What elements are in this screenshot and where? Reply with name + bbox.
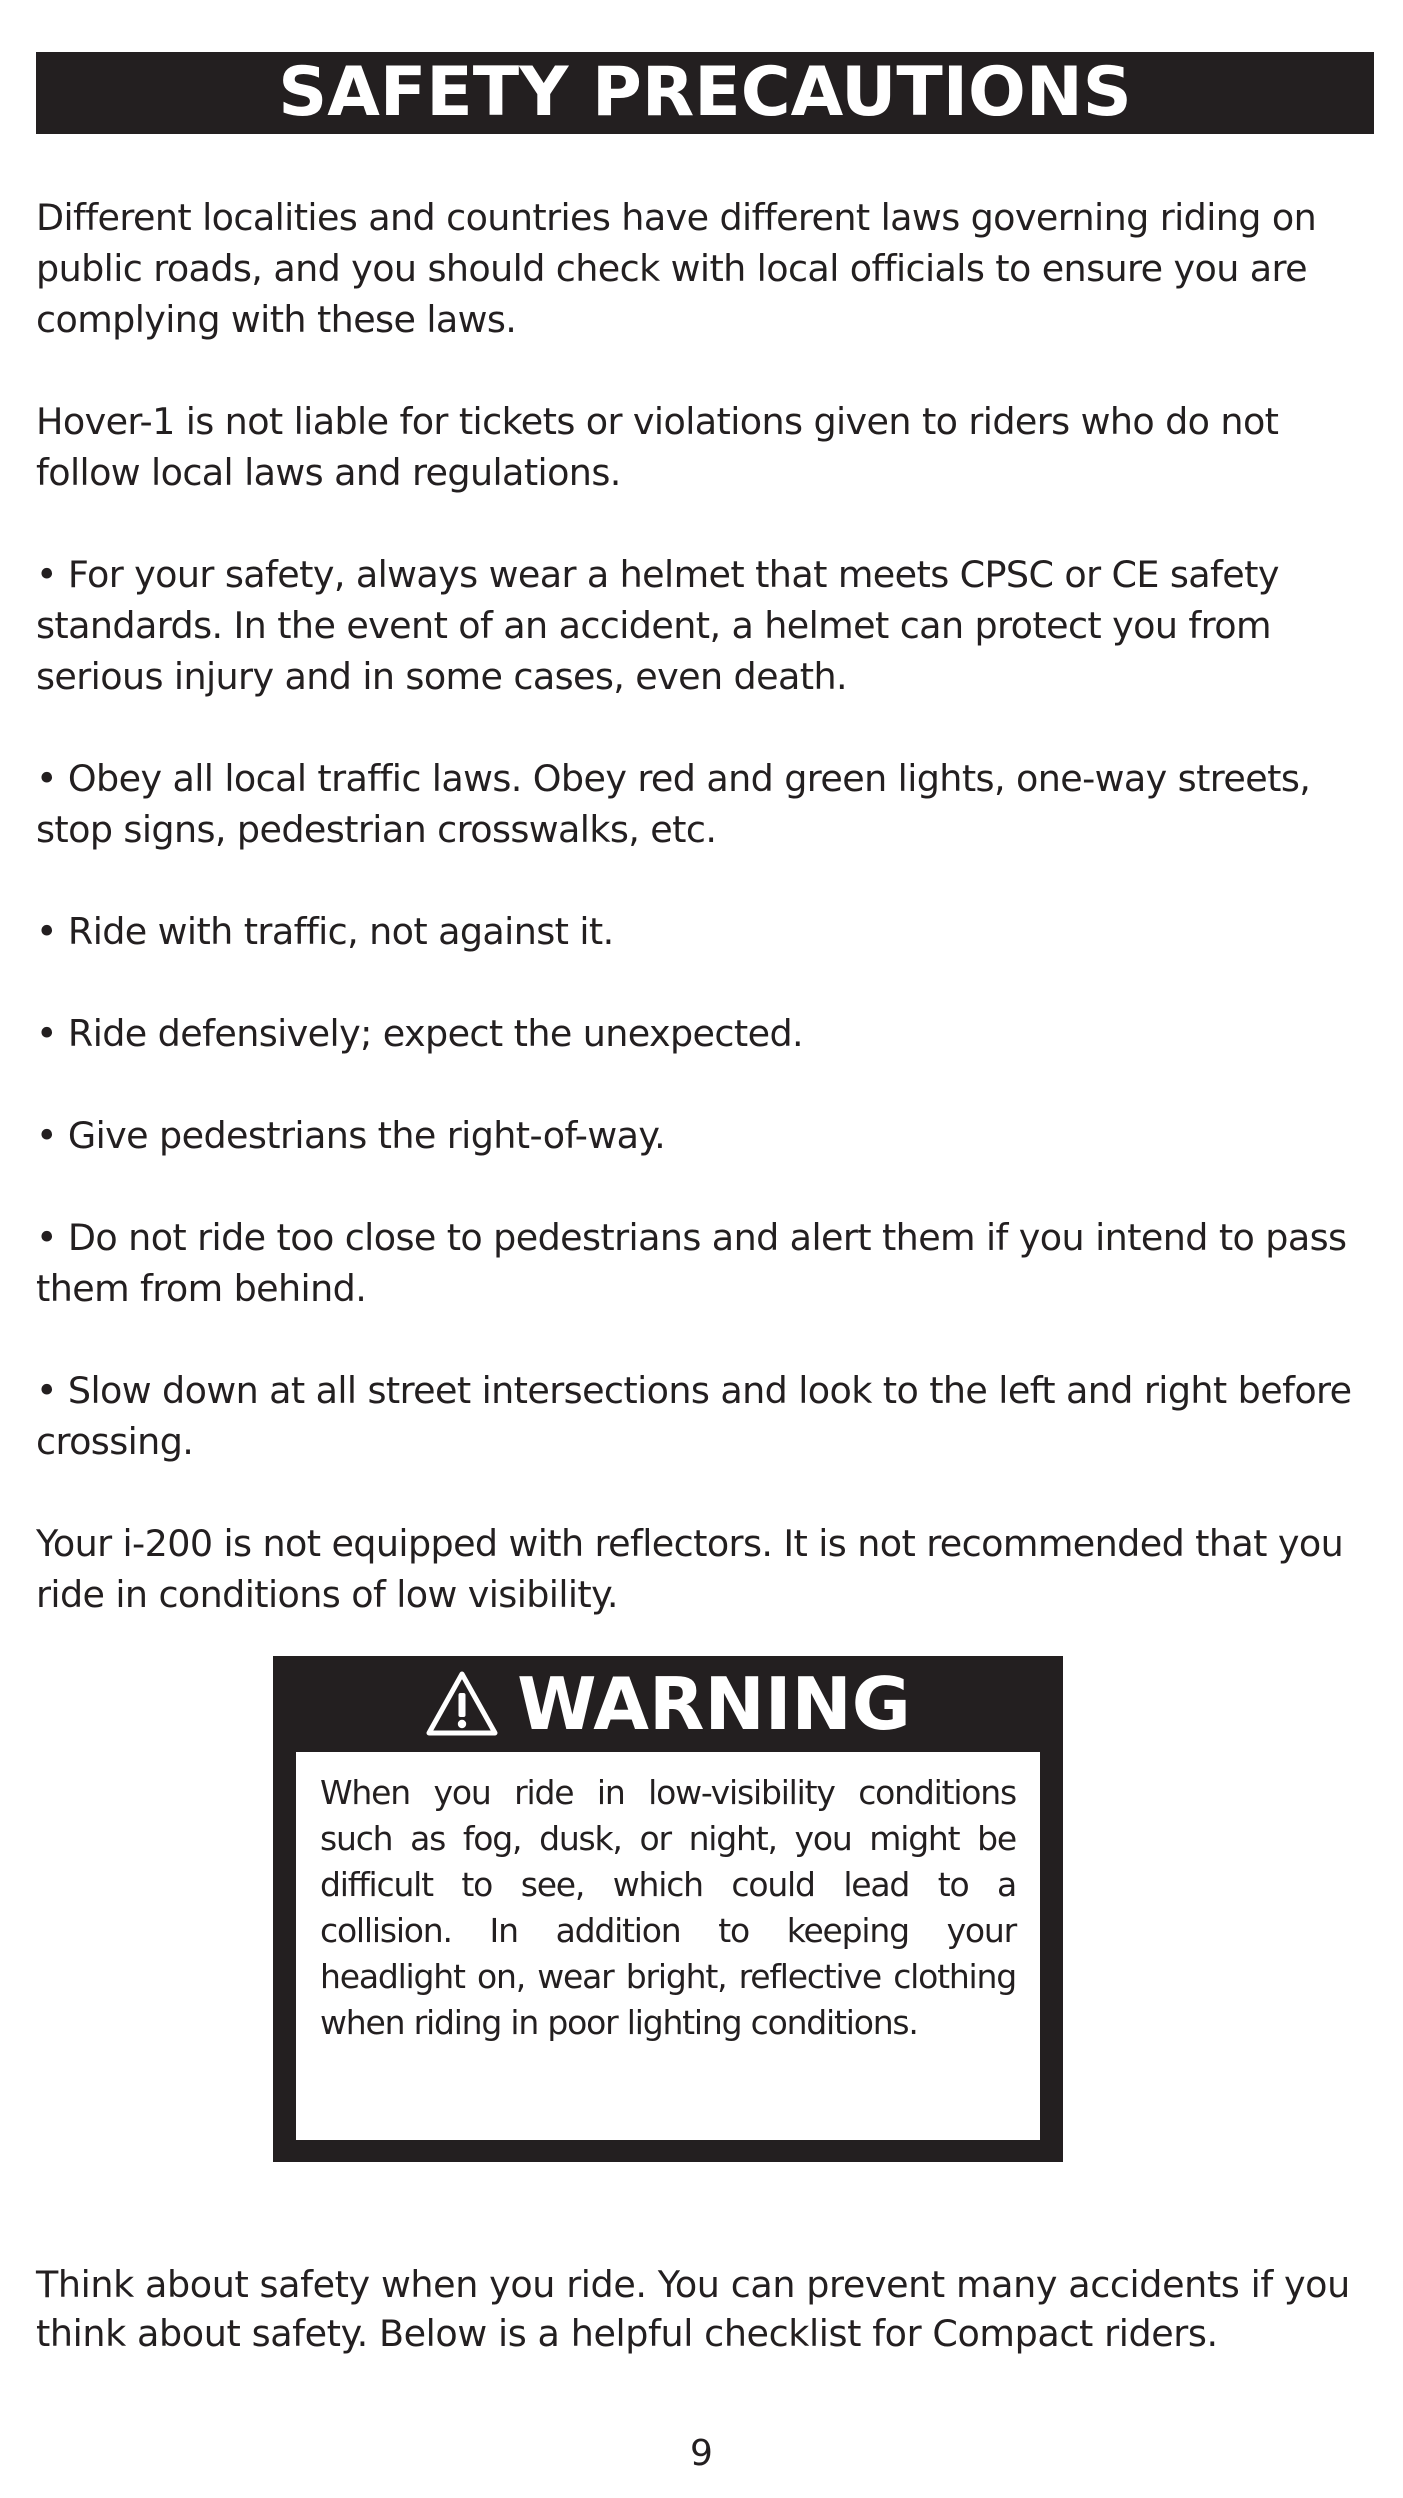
- bullet-intersections: • Slow down at all street intersections and look to the left and right before crossing.: [36, 1369, 1352, 1463]
- bullet-helmet: • For your safety, always wear a helmet that meets CPSC or CE safety standards. In the event of an accident, a helmet can protect you from serious injury and in some cases, even death.: [36, 553, 1279, 698]
- paragraph-local-laws: Different localities and countries have different laws governing riding on public roads, and you should check with local officials to ensure you are complying with these laws.: [36, 196, 1317, 341]
- body-text: [36, 192, 1374, 1620]
- bullet-pass-pedestrians: • Do not ride too close to pedestrians and alert them if you intend to pass them from behind.: [36, 1216, 1347, 1310]
- page-number: 9: [690, 2433, 713, 2474]
- bullet-traffic-laws: • Obey all local traffic laws. Obey red and green lights, one-way streets, stop signs, pedestrian crosswalks, etc.: [36, 757, 1311, 851]
- closing-paragraph: Think about safety when you ride. You can prevent many accidents if you think about safety. Below is a helpful checklist for Compact riders.: [36, 2263, 1350, 2355]
- paragraph-liability: Hover-1 is not liable for tickets or violations given to riders who do not follow local laws and regulations.: [36, 400, 1279, 494]
- page-title: SAFETY PRECAUTIONS: [278, 53, 1132, 132]
- warning-body: [296, 1752, 1040, 2140]
- warning-title: WARNING: [517, 1662, 911, 1746]
- paragraph-reflectors: Your i-200 is not equipped with reflectors. It is not recommended that you ride in conditions of low visibility.: [36, 1522, 1344, 1616]
- closing-paragraph-container: [36, 2260, 1374, 2358]
- warning-header: [273, 1656, 1063, 1752]
- warning-text: When you ride in low-visibility conditions such as fog, dusk, or night, you might be difficult to see, which could lead to a collision. In addition to keeping your headlight on, wear bright, reflective clothing when riding in poor lighting conditions.: [320, 1773, 1016, 2042]
- bullet-pedestrians-right-of-way: • Give pedestrians the right-of-way.: [36, 1114, 666, 1157]
- document-page: [36, 52, 1374, 1671]
- warning-triangle-icon: [425, 1669, 499, 1739]
- warning-box: [273, 1656, 1063, 2162]
- bullet-ride-defensively: • Ride defensively; expect the unexpected.: [36, 1012, 804, 1055]
- title-bar: [36, 52, 1374, 134]
- bullet-ride-with-traffic: • Ride with traffic, not against it.: [36, 910, 614, 953]
